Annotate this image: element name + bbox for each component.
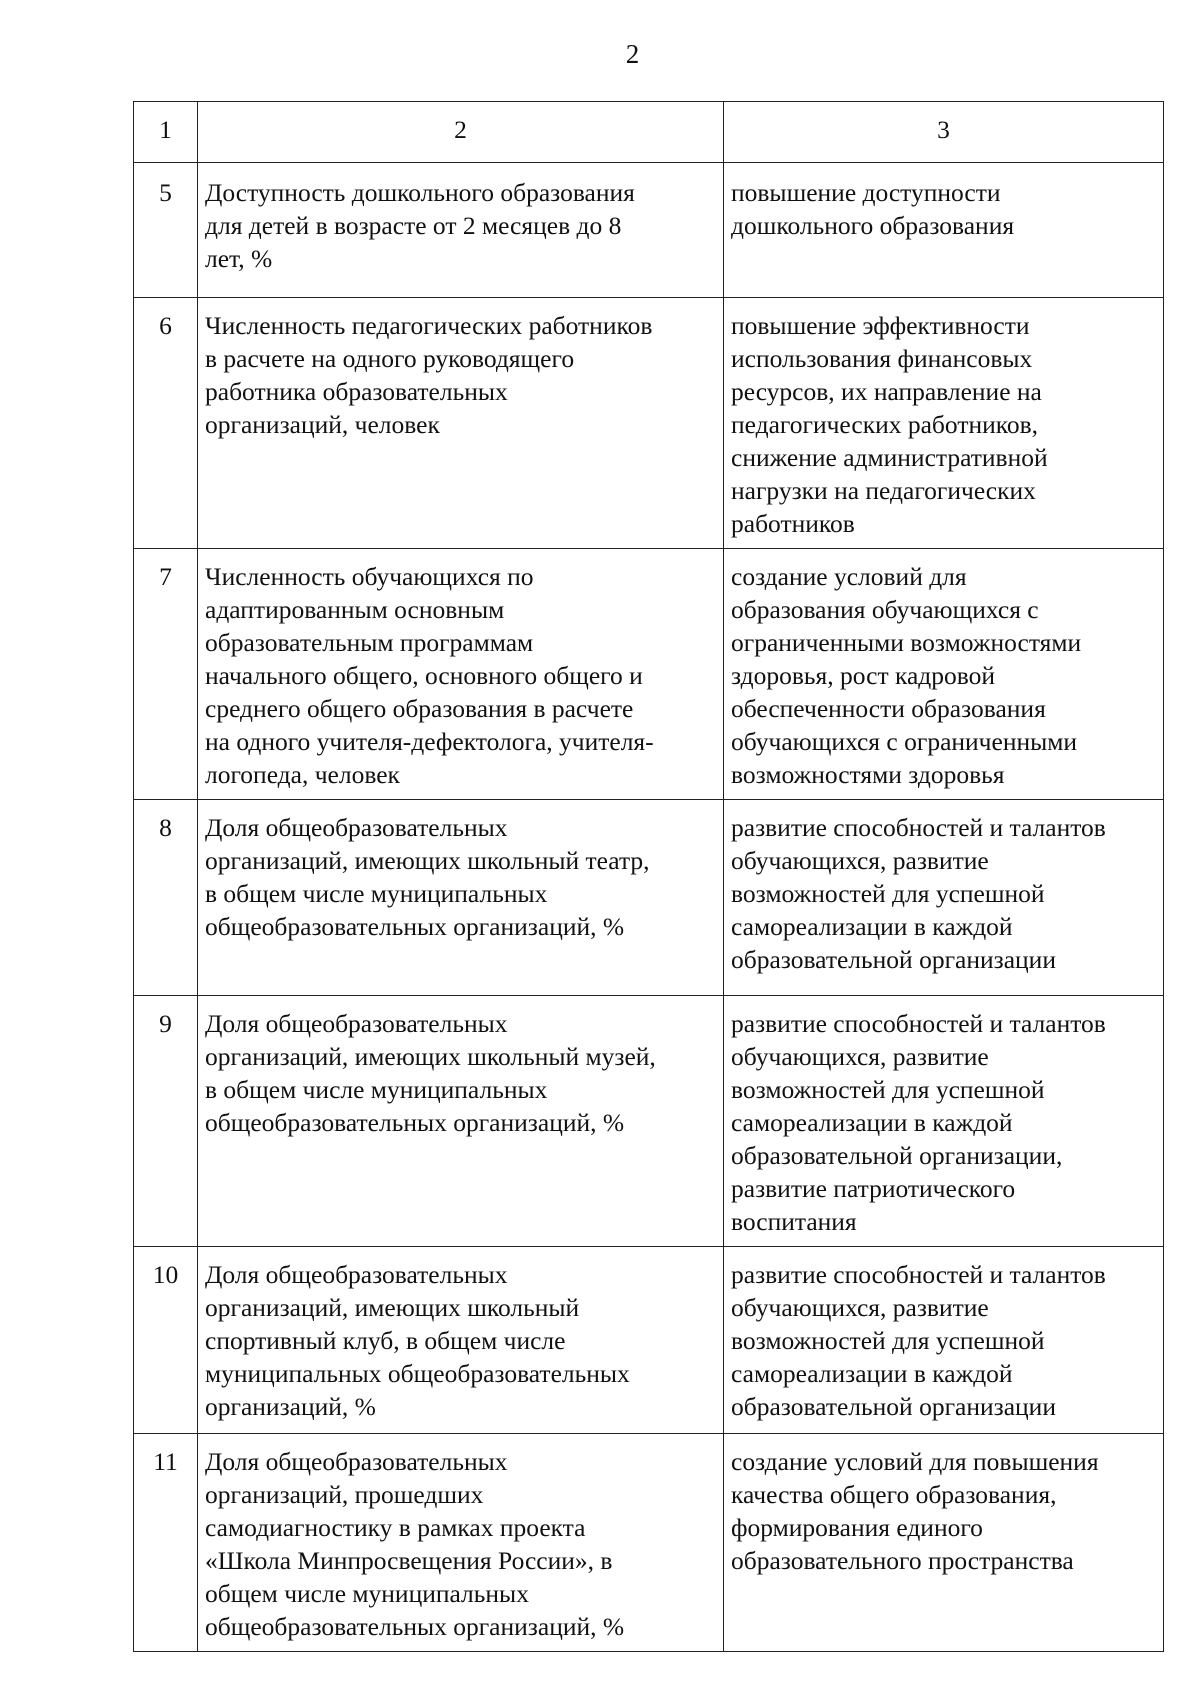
goal-cell: создание условий для образования обучающихся с ограниченными возможностями здоровья, рост кадровой обеспеченности образования обучающихся с ограниченными возможностями здоровья — [724, 549, 1164, 800]
table-row — [134, 549, 1164, 800]
goal-cell: повышение доступности дошкольного образования — [724, 163, 1164, 298]
table-row — [134, 800, 1164, 996]
page-number: 2 — [625, 39, 640, 69]
indicator-cell: Численность педагогических работников в расчете на одного руководящего работника образовательных организаций, человек — [198, 298, 724, 549]
goal-cell: развитие способностей и талантов обучающихся, развитие возможностей для успешной самореализации в каждой образовательной организации, развитие патриотического воспитания — [724, 996, 1164, 1247]
row-number: 7 — [134, 549, 198, 800]
row-number: 9 — [134, 996, 198, 1247]
indicator-cell: Доля общеобразовательных организаций, прошедших самодиагностику в рамках проекта «Школа Минпросвещения России», в общем числе муниципальных общеобразовательных организаций, % — [198, 1434, 724, 1652]
table-row — [134, 1434, 1164, 1652]
indicators-table — [133, 101, 1164, 1652]
table-row — [134, 996, 1164, 1247]
row-number: 5 — [134, 163, 198, 298]
goal-cell: развитие способностей и талантов обучающихся, развитие возможностей для успешной самореализации в каждой образовательной организации — [724, 800, 1164, 996]
row-number: 8 — [134, 800, 198, 996]
row-number: 10 — [134, 1247, 198, 1434]
table-header-row — [134, 102, 1164, 163]
header-cell-col3: 3 — [724, 102, 1164, 163]
row-number: 6 — [134, 298, 198, 549]
header-cell-col1: 1 — [134, 102, 198, 163]
goal-cell: повышение эффективности использования финансовых ресурсов, их направление на педагогических работников, снижение административной нагрузки на педагогических работников — [724, 298, 1164, 549]
indicator-cell: Доступность дошкольного образования для детей в возрасте от 2 месяцев до 8 лет, % — [198, 163, 724, 298]
table-row — [134, 1247, 1164, 1434]
indicator-cell: Доля общеобразовательных организаций, имеющих школьный музей, в общем числе муниципальных общеобразовательных организаций, % — [198, 996, 724, 1247]
indicator-cell: Доля общеобразовательных организаций, имеющих школьный спортивный клуб, в общем числе муниципальных общеобразовательных организаций, % — [198, 1247, 724, 1434]
indicator-cell: Доля общеобразовательных организаций, имеющих школьный театр, в общем числе муниципальных общеобразовательных организаций, % — [198, 800, 724, 996]
table-row — [134, 298, 1164, 549]
row-number: 11 — [134, 1434, 198, 1652]
goal-cell: создание условий для повышения качества общего образования, формирования единого образовательного пространства — [724, 1434, 1164, 1652]
table-row — [134, 163, 1164, 298]
indicator-cell: Численность обучающихся по адаптированным основным образовательным программам начального общего, основного общего и среднего общего образования в расчете на одного учителя-дефектолога, учителя- логопеда, человек — [198, 549, 724, 800]
goal-cell: развитие способностей и талантов обучающихся, развитие возможностей для успешной самореализации в каждой образовательной организации — [724, 1247, 1164, 1434]
header-cell-col2: 2 — [198, 102, 724, 163]
